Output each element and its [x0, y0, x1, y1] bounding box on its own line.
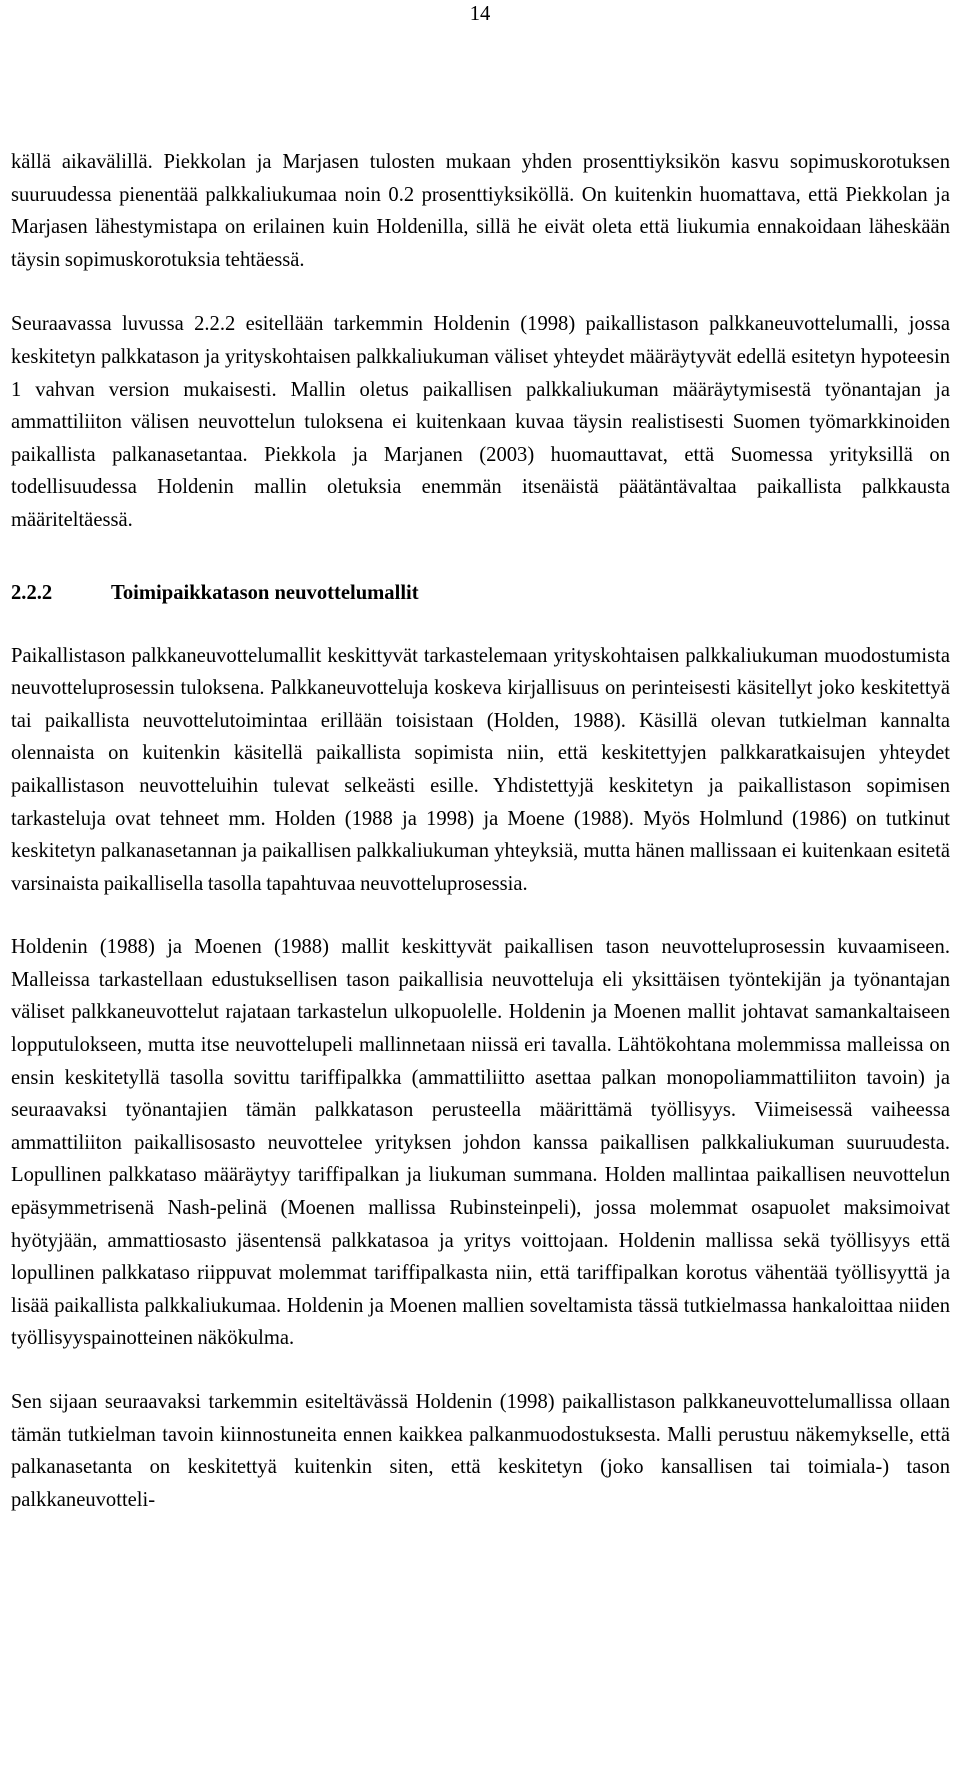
- page-number: 14: [469, 3, 491, 25]
- paragraph-body-3: Sen sijaan seuraavaksi tarkemmin esiteltävässä Holdenin (1998) paikallistason palkkaneuvottelumallissa ollaan tämän tutkielman tavoin kiinnostuneita ennen kaikkea palkanmuodostuksesta. Malli perustuu näkemykselle, että palkanasetanta on keskitettyä kuitenkin siten, että keskitetyn (joko kansallisen tai toimiala-) tason palkkaneuvotteli-: [11, 1391, 950, 1511]
- paragraph-body-2: Holdenin (1988) ja Moenen (1988) mallit keskittyvät paikallisen tason neuvotteluprosessin kuvaamiseen. Malleissa tarkastellaan edustuksellisen tason paikallisia neuvotteluja eli yksittäisen työntekijän ja työnantajan väliset palkkaneuvottelut rajataan tarkastelun ulkopuolelle. Holdenin ja Moenen mallit johtavat samankaltaiseen lopputulokseen, mutta itse neuvottelupeli mallinnetaan niissä eri tavalla. Lähtökohtana molemmissa malleissa on ensin keskitetyllä tasolla sovittu tariffipalkka (ammattiliitto asettaa palkan monopoliammattiliiton tavoin) ja seuraavaksi työnantajien tämän palkkatason perusteella määrittämä työllisyys. Viimeisessä vaiheessa ammattiliiton paikallisosasto neuvottelee yrityksen johdon kanssa paikallisen palkkaliukuman suuruudesta. Lopullinen palkkataso määräytyy tariffipalkan ja liukuman summana. Holden mallintaa paikallisen neuvottelun epäsymmetrisenä Nash-pelinä (Moenen mallissa Rubinsteinpeli), jossa molemmat osapuolet maksimoivat hyötyjään, ammattiosasto jäsentensä palkkatasoa ja yritys voittojaan. Holdenin mallissa sekä työllisyys että lopullinen palkkataso riippuvat molemmat tariffipalkasta niin, että tariffipalkan korotus vähentää työllisyyttä ja lisää paikallista palkkaliukumaa. Holdenin ja Moenen mallien soveltamista tässä tutkielmassa hankaloittaa niiden työllisyyspainotteinen näkökulma.: [11, 936, 950, 1350]
- paragraph-intro: Seuraavassa luvussa 2.2.2 esitellään tarkemmin Holdenin (1998) paikallistason palkkaneuvottelumalli, jossa keskitetyn palkkatason ja yrityskohtaisen palkkaliukuman väliset yhteydet määräytyvät edellä esitetyn hypoteesin 1 vahvan version mukaisesti. Mallin oletus paikallisen palkkaliukuman määräytymisestä työnantajan ja ammattiliiton välisen neuvottelun tuloksena ei kuitenkaan kuvaa täysin realistisesti Suomen työmarkkinoiden paikallista palkanasetantaa. Piekkola ja Marjanen (2003) huomauttavat, että Suomessa yrityksillä on todellisuudessa Holdenin mallin oletuksia enemmän itsenäistä päätäntävaltaa paikallista palkkausta määriteltäessä.: [11, 313, 950, 531]
- section-number: 2.2.2: [11, 581, 53, 604]
- page-body: [11, 146, 950, 1516]
- paragraph-carryover: källä aikavälillä. Piekkolan ja Marjasen tulosten mukaan yhden prosenttiyksikön kasvu sopimuskorotuksen suuruudessa pienentää palkkaliukumaa noin 0.2 prosenttiyksiköllä. On kuitenkin huomattava, että Piekkolan ja Marjasen lähestymistapa on erilainen kuin Holdenilla, sillä he eivät oleta että liukumia ennakoidaan läheskään täysin sopimuskorotuksia tehtäessä.: [11, 151, 950, 271]
- section-title: Toimipaikkatason neuvottelumallit: [111, 581, 419, 604]
- section-heading: [11, 577, 950, 609]
- paragraph-body-1: Paikallistason palkkaneuvottelumallit keskittyvät tarkastelemaan yrityskohtaisen palkkaliukuman muodostumista neuvotteluprosessin tuloksena. Palkkaneuvotteluja koskeva kirjallisuus on perinteisesti käsitellyt joko keskitettyä tai paikallista neuvottelutoimintaa erillään toisistaan (Holden, 1988). Käsillä olevan tutkielman kannalta olennaista on kuitenkin käsitellä paikallista sopimista niin, että keskitettyjen palkkaratkaisujen yhteydet paikallistason neuvotteluihin tulevat selkeästi esille. Yhdistettyjä keskitetyn ja paikallistason sopimisen tarkasteluja ovat tehneet mm. Holden (1988 ja 1998) ja Moene (1988). Myös Holmlund (1986) on tutkinut keskitetyn palkanasetannan ja paikallisen palkkaliukuman yhteyksiä, mutta hänen mallissaan ei kuitenkaan esitetä varsinaista paikallisella tasolla tapahtuvaa neuvotteluprosessia.: [11, 644, 950, 895]
